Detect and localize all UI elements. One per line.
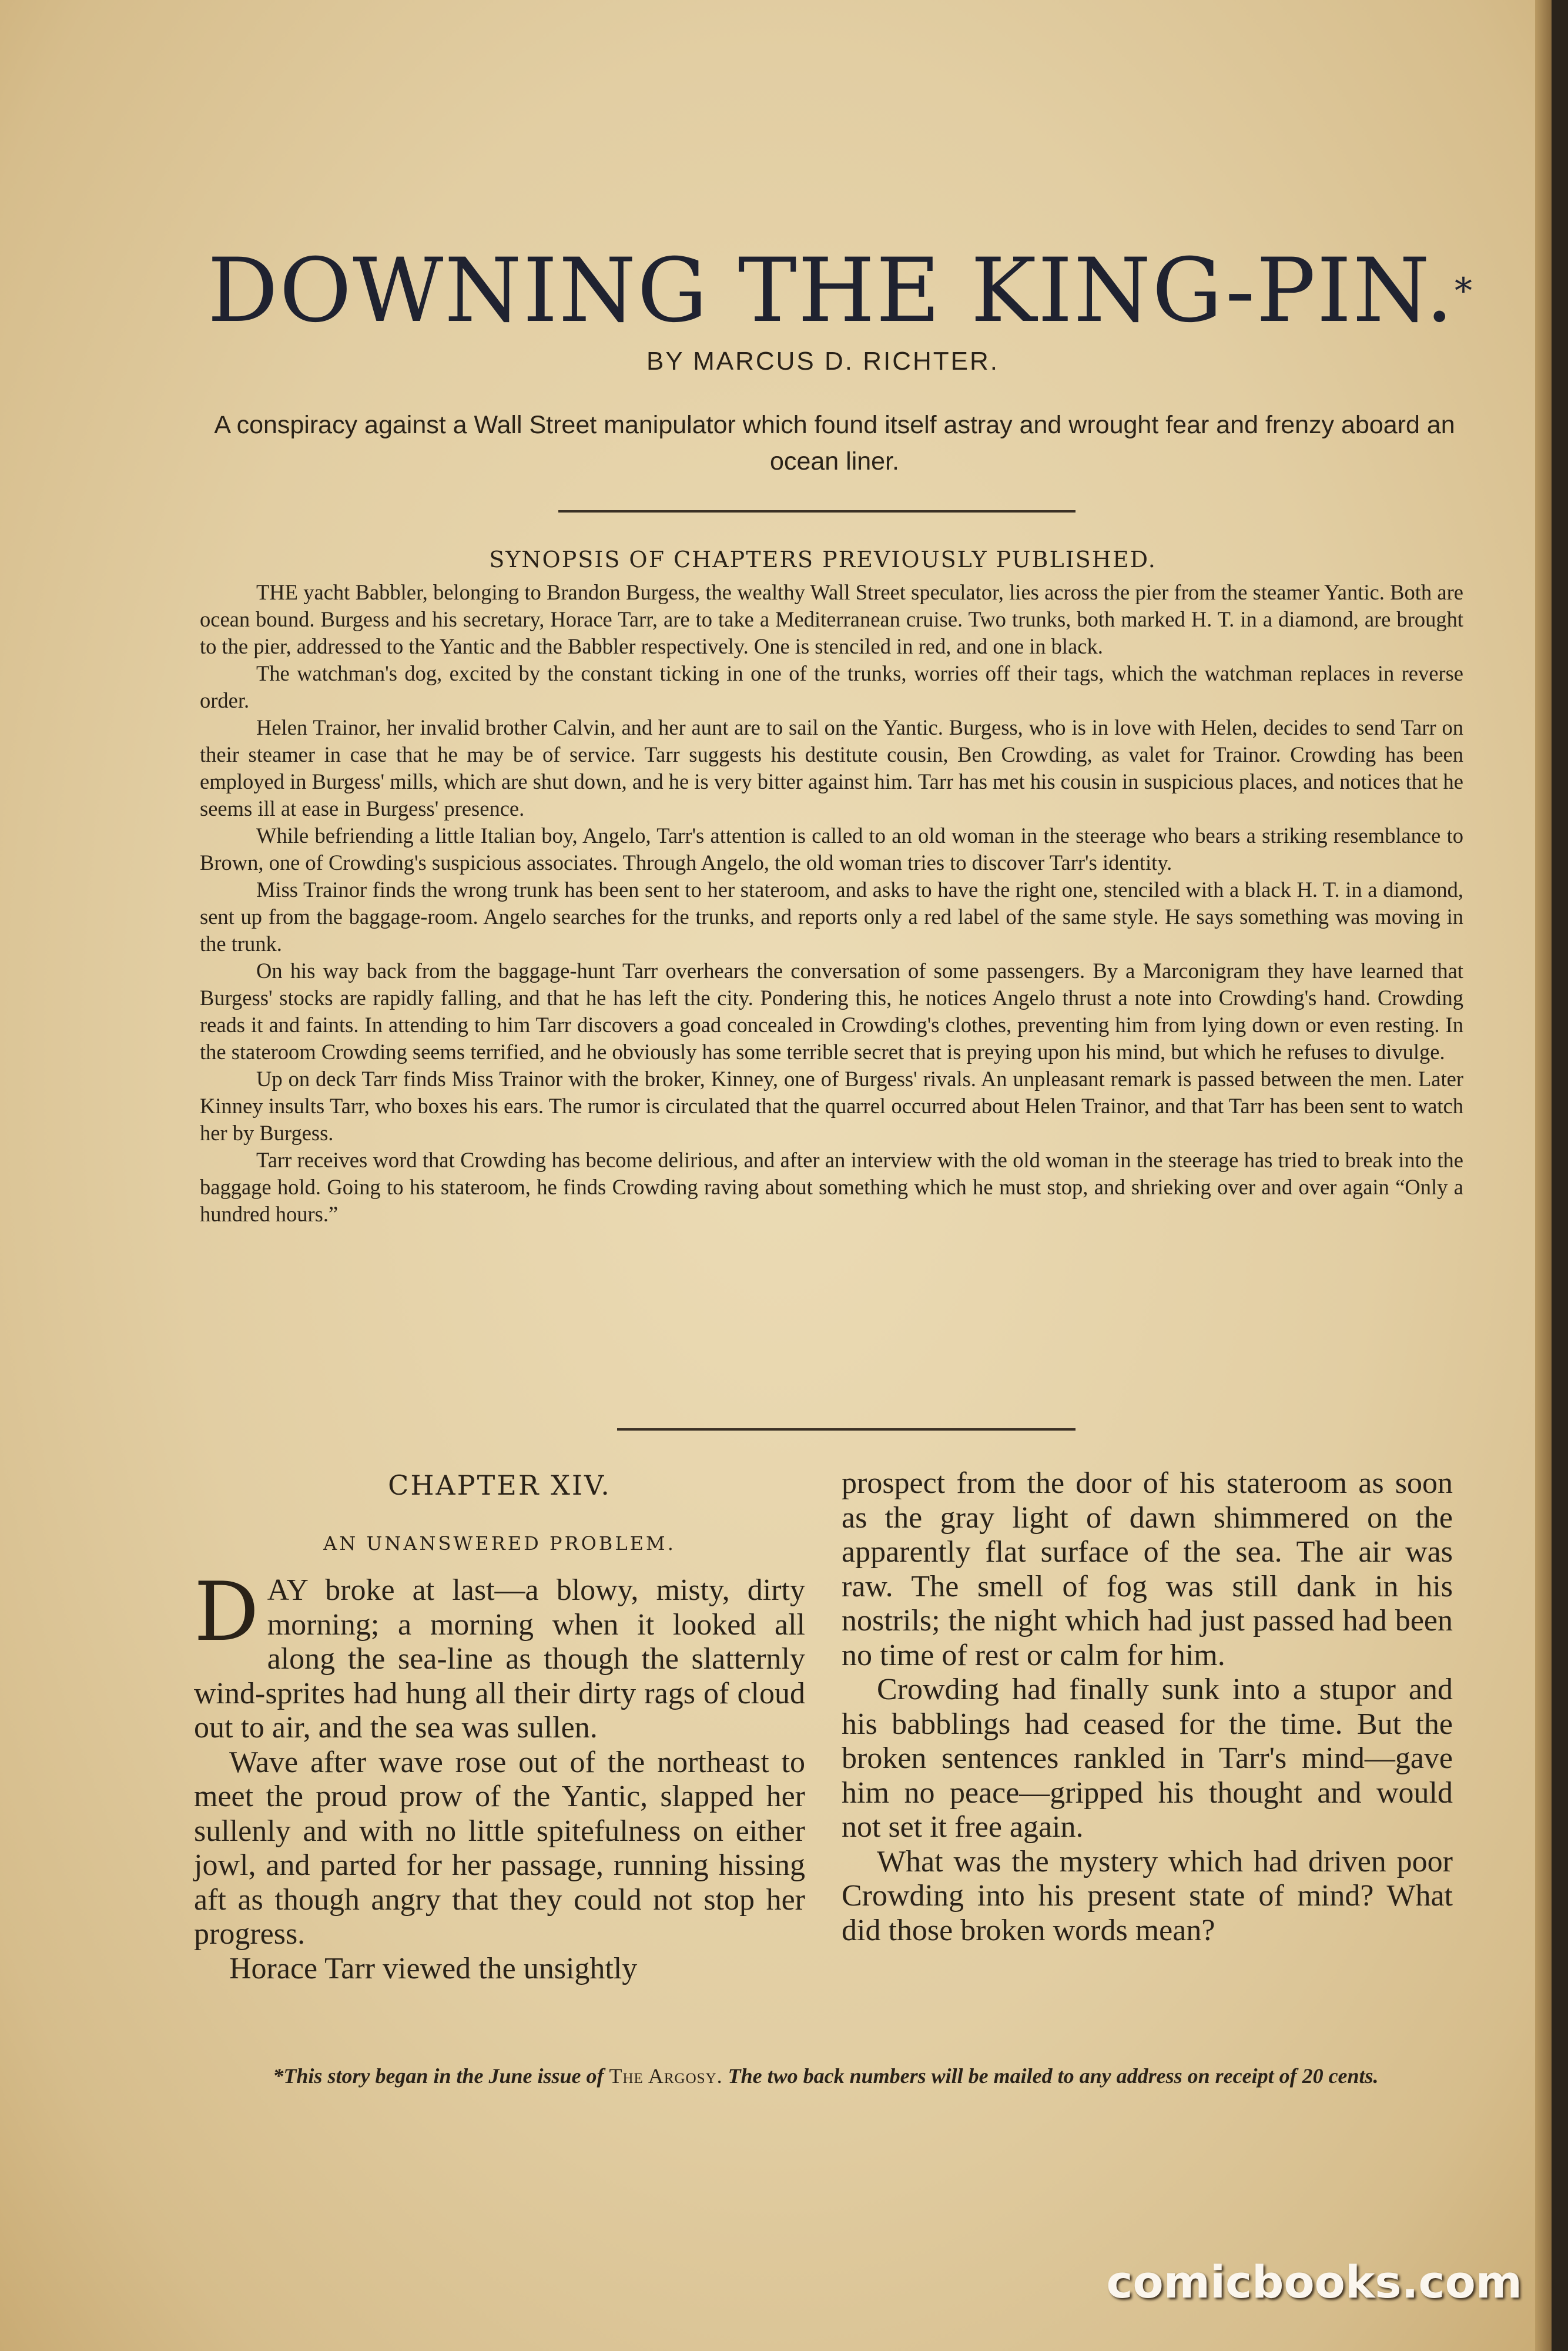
synopsis-paragraph: While befriending a little Italian boy, Angelo, Tarr's attention is called to an old woman in the steerage who bears a striking resemblance to Brown, one of Crowding's suspicious associates. Through Angelo, the old woman tries to discover Tarr's identity.: [200, 823, 1463, 875]
byline: BY MARCUS D. RICHTER.: [646, 347, 1000, 376]
footnote: *This story began in the June issue of The Argosy. The two back numbers will be mailed to any address on receipt of 20 cents.: [273, 2064, 1379, 2088]
story-summary: A conspiracy against a Wall Street manipulator which found itself astray and wrought fear and frenzy aboard an ocean liner.: [214, 411, 1455, 475]
synopsis-paragraph: Up on deck Tarr finds Miss Trainor with the broker, Kinney, one of Burgess' rivals. An unpleasant remark is passed between the men. Later Kinney insults Tarr, who boxes his ears. The rumor is circulated that the quarrel occurred about Helen Trainor, and that Tarr has been sent to watch her by Burgess.: [200, 1067, 1463, 1145]
synopsis-paragraph: THE yacht Babbler, belonging to Brandon Burgess, the wealthy Wall Street speculator, lies across the pier from the steamer Yantic. Both are ocean bound. Burgess and his secretary, Horace Tarr, are to take a Mediterranean cruise. Two trunks, both marked H. T. in a diamond, are brought to the pier, addressed to the Yantic and the Babbler respectively. One is stenciled in red, and one in black.: [200, 580, 1463, 658]
chapter-paragraph: prospect from the door of his stateroom as soon as the gray light of dawn shimmered on the apparently flat surface of the sea. The air was raw. The smell of fog was still dank in his nostrils; the night which had just passed had been no time of rest or calm for him.: [842, 1466, 1453, 1672]
synopsis-paragraph: On his way back from the baggage-hunt Tarr overhears the conversation of some passengers. By a Marconigram they have learned that Burgess' stocks are rapidly falling, and that he has left the city. Pondering this, he notices Angelo thrust a note into Crowding's hand. Crowding reads it and faints. In attending to him Tarr discovers a goad concealed in Crowding's clothes, preventing him from lying down or even resting. In the stateroom Crowding seems terrified, and he obviously has some terrible secret that is preying upon his mind, but which he refuses to divulge.: [200, 959, 1463, 1064]
chapter-paragraph: DAY broke at last—a blowy, misty, dirty morning; a morning when it looked all along the sea-line as though the slatternly wind-sprites had hung all their dirty rags of cloud out to air, and the sea was sullen.: [194, 1565, 805, 1744]
synopsis-paragraph: Miss Trainor finds the wrong trunk has been sent to her stateroom, and asks to have the right one, stenciled with a black H. T. in a diamond, sent up from the baggage-room. Angelo searches for the trunks, and reports only a red label of the same style. He says something was moving in the trunk.: [200, 878, 1463, 956]
divider-top: [558, 510, 1076, 513]
synopsis-body: [200, 579, 1463, 1228]
page-spine: [1535, 0, 1552, 2351]
column-left: [194, 1463, 805, 1986]
synopsis-paragraph: Helen Trainor, her invalid brother Calvin, and her aunt are to sail on the Yantic. Burgess, who is in love with Helen, decides to send Tarr on their steamer in case that he may be of service. Tarr suggests his destitute cousin, Ben Crowding, as valet for Trainor. Crowding has been employed in Burgess' mills, which are shut down, and he is very bitter against him. Tarr has met his cousin in suspicious places, and notices that he seems ill at ease in Burgess' presence.: [200, 715, 1463, 820]
synopsis-heading: SYNOPSIS OF CHAPTERS PREVIOUSLY PUBLISHED.: [489, 547, 1157, 572]
title-footnote-mark: *: [1455, 270, 1474, 312]
synopsis-paragraph: Tarr receives word that Crowding has become delirious, and after an interview with the old woman in the steerage has tried to break into the baggage hold. Going to his stateroom, he finds Crowding raving about something which he must stop, and shrieking over and over again “Only a hundred hours.”: [200, 1148, 1463, 1226]
chapter-paragraph: Wave after wave rose out of the northeast to meet the proud prow of the Yantic, slapped her sullenly and with no little spitefulness on either jowl, and parted for her passage, running hissing aft as though angry that they could not stop her progress.: [194, 1745, 805, 1951]
drop-cap: D: [194, 1565, 259, 1659]
magazine-name: The Argosy.: [609, 2064, 723, 2088]
chapter-subtitle: AN UNANSWERED PROBLEM.: [323, 1532, 676, 1555]
chapter-paragraph: Crowding had finally sunk into a stupor and his babblings had ceased for the time. But the broken sentences rankled in Tarr's mind—gave him no peace—gripped his thought and would not set it free again.: [842, 1673, 1453, 1844]
divider-chapter: [617, 1428, 1076, 1431]
story-title: DOWNING THE KING-PIN.*: [207, 240, 1474, 342]
chapter-paragraph: Horace Tarr viewed the unsightly: [229, 1951, 638, 1985]
synopsis-paragraph: The watchman's dog, excited by the constant ticking in one of the trunks, worries off their tags, which the watchman replaces in reverse order.: [200, 661, 1463, 712]
chapter-title: CHAPTER XIV.: [388, 1469, 611, 1501]
column-right: [842, 1466, 1453, 1948]
chapter-paragraph: What was the mystery which had driven poor Crowding into his present state of mind? What did those broken words mean?: [842, 1844, 1453, 1947]
watermark: comicbooks.com: [1106, 2256, 1522, 2308]
